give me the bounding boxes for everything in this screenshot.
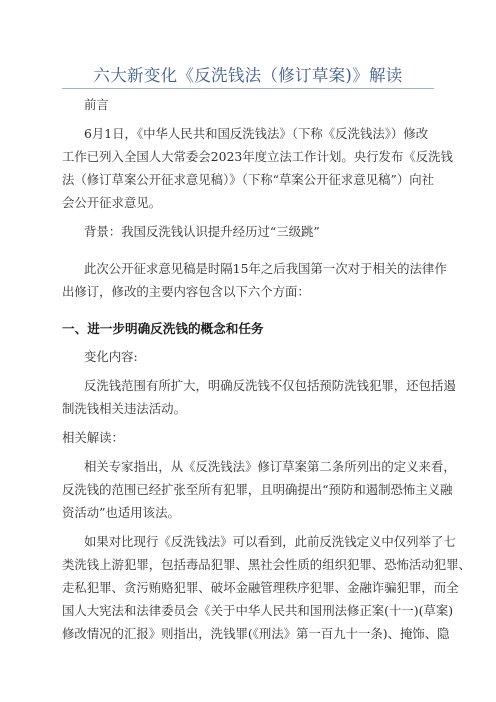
interpretation-line: 相关专家指出，从《反洗钱法》修订草案第二条所列出的定义来看， xyxy=(84,459,456,474)
interpretation-line: 如果对比现行《反洗钱法》可以看到，此前反洗钱定义中仅列举了七 xyxy=(84,534,456,549)
title-underline xyxy=(62,88,434,89)
overview-line: 出修订，修改的主要内容包含以下六个方面： xyxy=(62,284,310,299)
change-label: 变化内容: xyxy=(84,349,138,364)
document-title: 六大新变化《反洗钱法（修订草案)》解读 xyxy=(93,66,403,85)
interpretation-line: 国人大宪法和法律委员会《关于中华人民共和国刑法修正案(十一)(草案) xyxy=(62,603,454,618)
background-line: 背景：我国反洗钱认识提升经历过“三级跳” xyxy=(84,224,320,239)
interpretation-line: 修改情况的汇报》则指出，洗钱罪(《刑法》第一百九十一条)、掩饰、隐 xyxy=(62,626,450,641)
interpretation-line: 走私犯罪、贪污贿赂犯罪、破坏金融管理秩序犯罪、金融诈骗犯罪，而全 xyxy=(62,580,459,595)
preface-label: 前言 xyxy=(84,97,109,112)
section-heading: 一、进一步明确反洗钱的概念和任务 xyxy=(62,321,264,336)
interpretation-label: 相关解读： xyxy=(62,430,124,445)
intro-line: 会公开征求意见。 xyxy=(62,195,162,210)
intro-line: 6月1日，《中华人民共和国反洗钱法》（下称《反洗钱法》）修改 xyxy=(84,126,429,141)
interpretation-line: 反洗钱的范围已经扩张至所有犯罪，且明确提出“预防和遏制恐怖主义融 xyxy=(62,482,453,497)
interpretation-line: 资活动”也适用该法。 xyxy=(62,505,180,520)
overview-line: 此次公开征求意见稿是时隔15年之后我国第一次对于相关的法律作 xyxy=(84,261,447,276)
interpretation-line: 类洗钱上游犯罪，包括毒品犯罪、黑社会性质的组织犯罪、恐怖活动犯罪、 xyxy=(62,557,471,572)
change-line: 制洗钱相关违法活动。 xyxy=(62,401,186,416)
intro-line: 工作已列入全国人大常委会2023年度立法工作计划。央行发布《反洗钱 xyxy=(62,149,453,164)
change-line: 反洗钱范围有所扩大，明确反洗钱不仅包括预防洗钱犯罪，还包括遏 xyxy=(84,378,456,393)
intro-line: 法（修订草案公开征求意见稿）》（下称“草案公开征求意见稿”）向社 xyxy=(62,172,434,187)
